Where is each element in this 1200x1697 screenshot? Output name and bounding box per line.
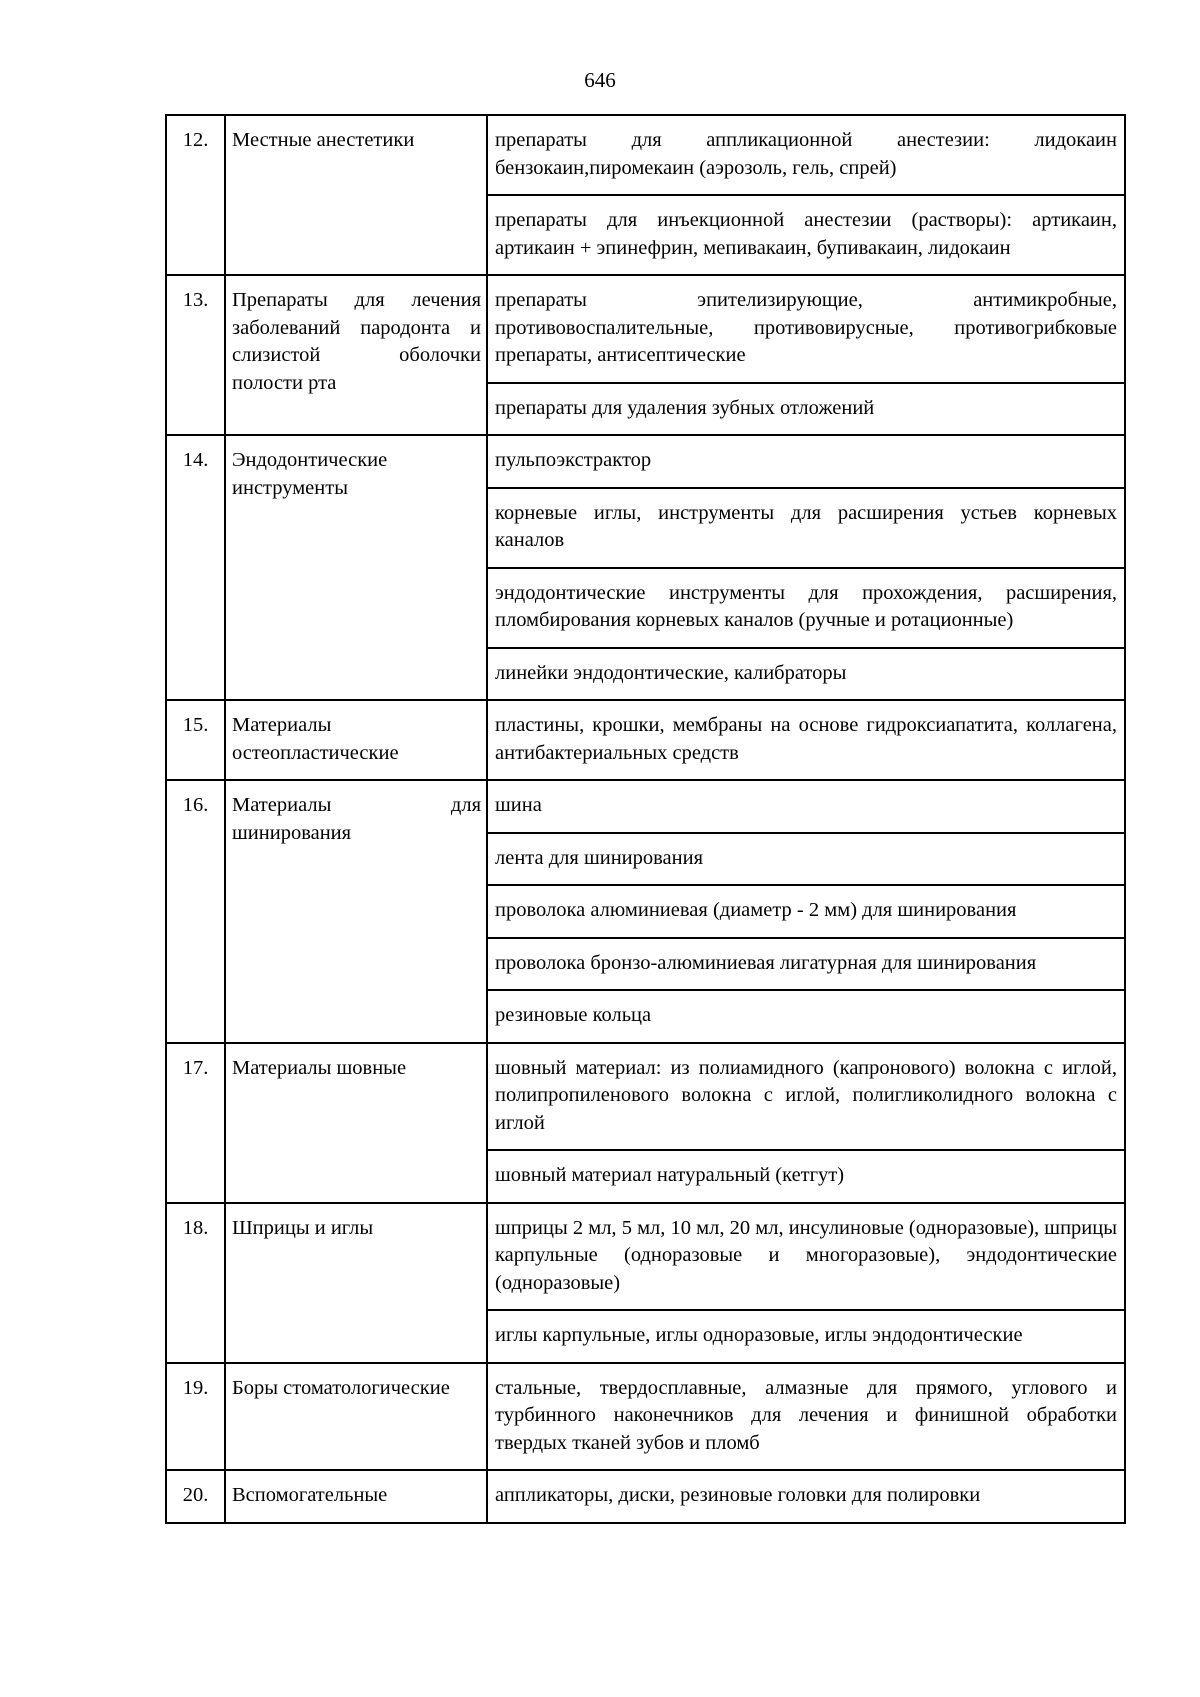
table-row <box>166 1363 1125 1471</box>
category-name-text: Препараты для лечения заболеваний пародонта и слизистой оболочки полости рта <box>232 289 481 394</box>
table-row <box>166 700 1125 780</box>
item-description-text: препараты для удаления зубных отложений <box>495 396 875 419</box>
category-name <box>225 1363 487 1471</box>
item-description <box>487 1363 1125 1471</box>
item-description <box>487 1203 1125 1311</box>
item-description <box>487 938 1125 991</box>
category-name <box>225 115 487 275</box>
item-description-text: проволока бронзо-алюминиевая лигатурная для шинирования <box>495 951 1037 974</box>
table-body <box>166 115 1125 1523</box>
category-name-text: Эндодонтические инструменты <box>232 449 388 499</box>
item-description-text: стальные, твердосплавные, алмазные для прямого, углового и турбинного наконечников для лечения и финишной обработки твердых тканей зубов и пломб <box>495 1376 1117 1454</box>
item-description <box>487 700 1125 780</box>
item-description <box>487 1470 1125 1523</box>
row-number: 16. <box>166 780 225 1043</box>
category-name-text: Вспомогательные <box>232 1484 388 1506</box>
category-name <box>225 435 487 700</box>
item-description-text: шовный материал: из полиамидного (капронового) волокна с иглой, полипропиленового волокна с иглой, полигликолидного волокна с иглой <box>495 1056 1117 1134</box>
item-description-text: резиновые кольца <box>495 1004 652 1026</box>
category-name-text: Шприцы и иглы <box>232 1216 374 1239</box>
equipment-table <box>165 114 1126 1524</box>
item-description-text: иглы карпульные, иглы одноразовые, иглы эндодонтические <box>495 1324 1023 1346</box>
row-number: 13. <box>166 275 225 435</box>
table-row <box>166 1043 1125 1151</box>
item-description-text: аппликаторы, диски, резиновые головки для полировки <box>495 1484 981 1506</box>
item-description-text: шприцы 2 мл, 5 мл, 10 мл, 20 мл, инсулиновые (одноразовые), шприцы карпульные (одноразовые и многоразовые), эндодонтические (одноразовые) <box>495 1216 1117 1294</box>
item-description <box>487 648 1125 701</box>
item-description <box>487 990 1125 1043</box>
item-description-text: проволока алюминиевая (диаметр - 2 мм) для шинирования <box>495 899 1017 921</box>
table-row <box>166 115 1125 195</box>
item-description-text: лента для шинирования <box>495 846 704 869</box>
category-name <box>225 1470 487 1523</box>
row-number: 14. <box>166 435 225 700</box>
item-description <box>487 435 1125 488</box>
category-name <box>225 780 487 1043</box>
table-row <box>166 1203 1125 1311</box>
row-number: 12. <box>166 115 225 275</box>
category-name <box>225 1043 487 1203</box>
category-name <box>225 700 487 780</box>
category-name <box>225 275 487 435</box>
table-row <box>166 275 1125 383</box>
item-description-text: пластины, крошки, мембраны на основе гидроксиапатита, коллагена, антибактериальных средств <box>495 714 1117 764</box>
item-description <box>487 568 1125 648</box>
item-description-text: препараты эпителизирующие, антимикробные, противовоспалительные, противовирусные, противогрибковые препараты, антисептические <box>495 289 1117 366</box>
item-description <box>487 488 1125 568</box>
table-row <box>166 780 1125 833</box>
item-description-text: линейки эндодонтические, калибраторы <box>495 661 847 684</box>
category-name <box>225 1203 487 1363</box>
item-description <box>487 1310 1125 1363</box>
item-description <box>487 885 1125 938</box>
item-description <box>487 780 1125 833</box>
page-number: 646 <box>584 68 616 92</box>
item-description-text: шина <box>495 794 542 816</box>
item-description-text: пульпоэкстрактор <box>495 449 652 471</box>
category-name-text: Местные анестетики <box>232 129 415 151</box>
row-number: 15. <box>166 700 225 780</box>
category-name-text: Материалы шовные <box>232 1056 407 1079</box>
category-name-text: Боры стоматологические <box>232 1376 450 1399</box>
item-description <box>487 115 1125 195</box>
item-description-text: препараты для аппликационной анестезии: лидокаин бензокаин,пиромекаин (аэрозоль, гель, спрей) <box>495 129 1117 179</box>
row-number: 19. <box>166 1363 225 1471</box>
row-number: 18. <box>166 1203 225 1363</box>
item-description <box>487 833 1125 886</box>
table-row <box>166 1470 1125 1523</box>
item-description <box>487 195 1125 275</box>
table-row <box>166 435 1125 488</box>
item-description-text: корневые иглы, инструменты для расширения устьев корневых каналов <box>495 501 1117 551</box>
item-description <box>487 383 1125 436</box>
item-description <box>487 275 1125 383</box>
item-description-text: шовный материал натуральный (кетгут) <box>495 1164 845 1186</box>
item-description <box>487 1150 1125 1203</box>
row-number: 20. <box>166 1470 225 1523</box>
item-description <box>487 1043 1125 1151</box>
item-description-text: препараты для инъекционной анестезии (растворы): артикаин, артикаин + эпинефрин, мепивакаин, бупивакаин, лидокаин <box>495 209 1117 259</box>
row-number: 17. <box>166 1043 225 1203</box>
category-name-text: Материалы для шинирования <box>232 794 481 844</box>
category-name-text: Материалы остеопластические <box>232 714 399 764</box>
item-description-text: эндодонтические инструменты для прохождения, расширения, пломбирования корневых каналов (ручные и ротационные) <box>495 581 1117 631</box>
